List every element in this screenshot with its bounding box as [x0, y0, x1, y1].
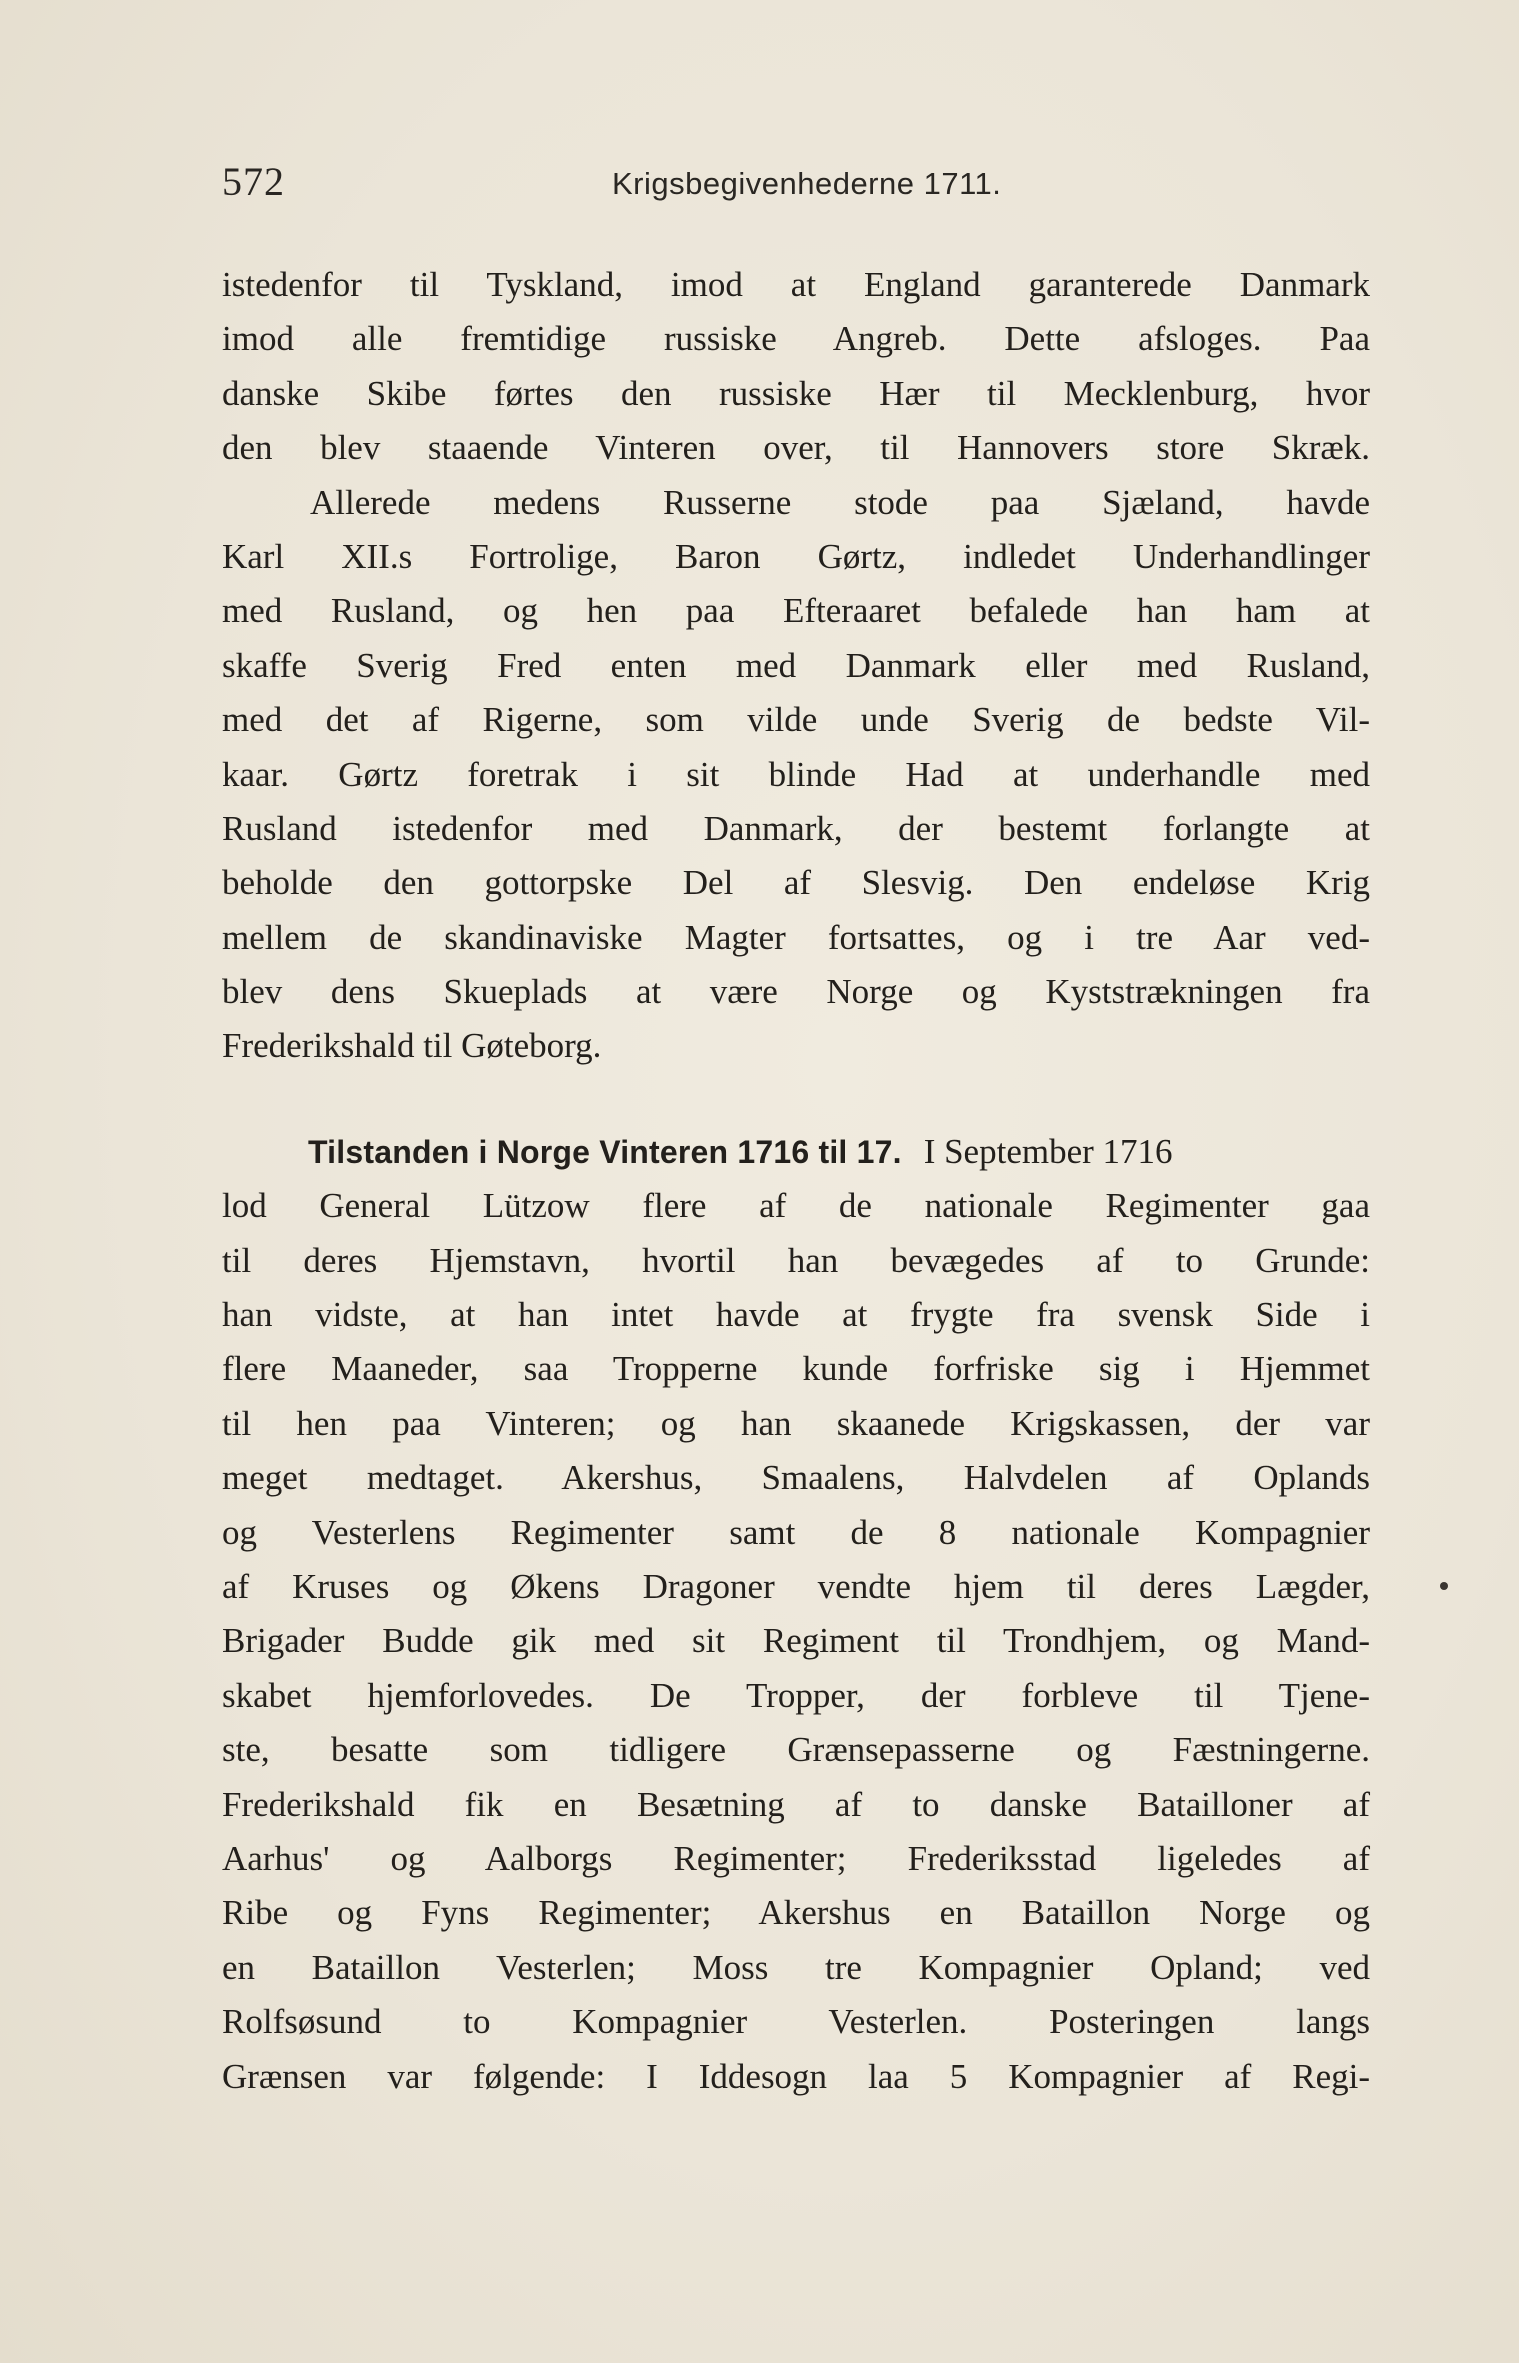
text-line: Karl XII.s Fortrolige, Baron Gørtz, indledet Underhandlinger — [222, 536, 1370, 576]
text-line: ste, besatte som tidligere Grænsepasserne og Fæstningerne. — [222, 1730, 1370, 1770]
paragraph-2 — [222, 476, 1370, 1074]
body-text — [222, 258, 1370, 2104]
text-line: Frederikshald til Gøteborg. — [222, 1026, 602, 1066]
text-line: lod General Lützow flere af de nationale Regimenter gaa — [222, 1186, 1370, 1226]
text-line: han vidste, at han intet havde at frygte fra svensk Side i — [222, 1295, 1370, 1335]
text-line: meget medtaget. Akershus, Smaalens, Halvdelen af Oplands — [222, 1458, 1370, 1498]
text-line: Rusland istedenfor med Danmark, der bestemt forlangte at — [222, 808, 1370, 848]
text-line: skabet hjemforlovedes. De Tropper, der forbleve til Tjene- — [222, 1675, 1370, 1715]
paragraph-spacer — [222, 1074, 1370, 1125]
text-line: flere Maaneder, saa Tropperne kunde forfriske sig i Hjemmet — [222, 1349, 1370, 1389]
text-line: imod alle fremtidige russiske Angreb. Dette afsloges. Paa — [222, 319, 1370, 359]
text-line: Frederikshald fik en Besætning af to danske Batailloner af — [222, 1784, 1370, 1824]
text-line: mellem de skandinaviske Magter fortsattes, og i tre Aar ved- — [222, 917, 1370, 957]
text-line: til hen paa Vinteren; og han skaanede Krigskassen, der var — [222, 1403, 1370, 1443]
text-line: blev dens Skueplads at være Norge og Kyststrækningen fra — [222, 972, 1370, 1012]
text-line: af Kruses og Økens Dragoner vendte hjem til deres Lægder, — [222, 1566, 1370, 1606]
text-line: istedenfor til Tyskland, imod at England garanterede Danmark — [222, 265, 1370, 304]
text-line: danske Skibe førtes den russiske Hær til Mecklenburg, hvor — [222, 373, 1370, 413]
text-line: Ribe og Fyns Regimenter; Akershus en Bataillon Norge og — [222, 1893, 1370, 1933]
running-title: Krigsbegivenhederne 1711. — [612, 166, 1002, 201]
text-line: Rolfsøsund to Kompagnier Vesterlen. Posteringen langs — [222, 2002, 1370, 2042]
text-line: skaffe Sverig Fred enten med Danmark eller med Rusland, — [222, 645, 1370, 685]
paragraph-3 — [222, 1125, 1370, 2104]
text-line: Brigader Budde gik med sit Regiment til Trondhjem, og Mand- — [222, 1621, 1370, 1661]
text-line: den blev staaende Vinteren over, til Hannovers store Skræk. — [222, 428, 1370, 468]
text-line: Allerede medens Russerne stode paa Sjæland, havde — [310, 482, 1370, 522]
page-header — [222, 158, 1362, 208]
text-line: og Vesterlens Regimenter samt de 8 nationale Kompagnier — [222, 1512, 1370, 1552]
text-line: beholde den gottorpske Del af Slesvig. Den endeløse Krig — [222, 863, 1370, 903]
section-first-line — [222, 1125, 1370, 1179]
text-line: til deres Hjemstavn, hvortil han bevægedes af to Grunde: — [222, 1240, 1370, 1280]
text-line: en Bataillon Vesterlen; Moss tre Kompagnier Opland; ved — [222, 1947, 1370, 1987]
text-line: kaar. Gørtz foretrak i sit blinde Had at underhandle med — [222, 754, 1370, 794]
margin-ink-dot — [1440, 1582, 1448, 1590]
text-line: med det af Rigerne, som vilde unde Sverig de bedste Vil- — [222, 700, 1370, 740]
text-line: Grænsen var følgende: I Iddesogn laa 5 Kompagnier af Regi- — [222, 2056, 1370, 2096]
text-line: med Rusland, og hen paa Efteraaret befalede han ham at — [222, 591, 1370, 631]
paragraph-1 — [222, 258, 1370, 476]
page-number: 572 — [222, 159, 285, 204]
section-first-line-text: I September 1716 — [923, 1131, 1173, 1171]
section-heading: Tilstanden i Norge Vinteren 1716 til 17. — [308, 1133, 902, 1170]
text-line: Aarhus' og Aalborgs Regimenter; Frederiksstad ligeledes af — [222, 1838, 1370, 1878]
